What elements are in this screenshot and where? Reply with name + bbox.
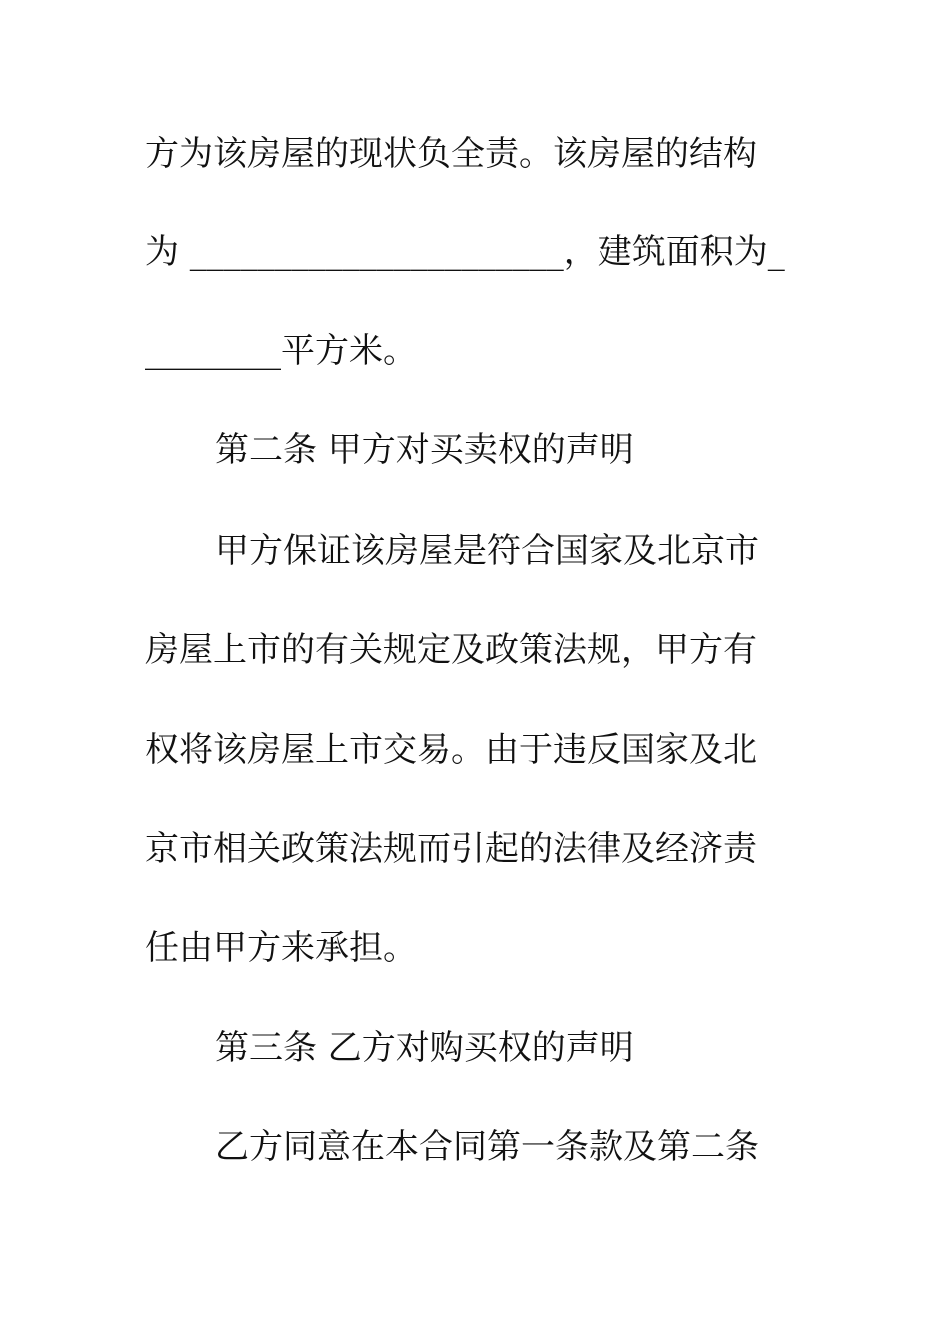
text-line: 甲方保证该房屋是符合国家及北京市 — [215, 531, 759, 571]
text-line: 乙方同意在本合同第一条款及第二条 — [215, 1127, 759, 1167]
text-line: 京市相关政策法规而引起的法律及经济责 — [145, 829, 757, 869]
text-line: 方为该房屋的现状负全责。该房屋的结构 — [145, 134, 757, 174]
text-line: 为 ______________________，建筑面积为_ — [145, 232, 785, 272]
text-line: 任由甲方来承担。 — [145, 928, 417, 968]
text-line: 权将该房屋上市交易。由于违反国家及北 — [145, 730, 757, 770]
text-line: ________平方米。 — [145, 331, 417, 371]
text-line: 房屋上市的有关规定及政策法规，甲方有 — [145, 630, 757, 670]
section-heading: 第二条 甲方对买卖权的声明 — [215, 430, 634, 470]
section-heading: 第三条 乙方对购买权的声明 — [215, 1028, 634, 1068]
